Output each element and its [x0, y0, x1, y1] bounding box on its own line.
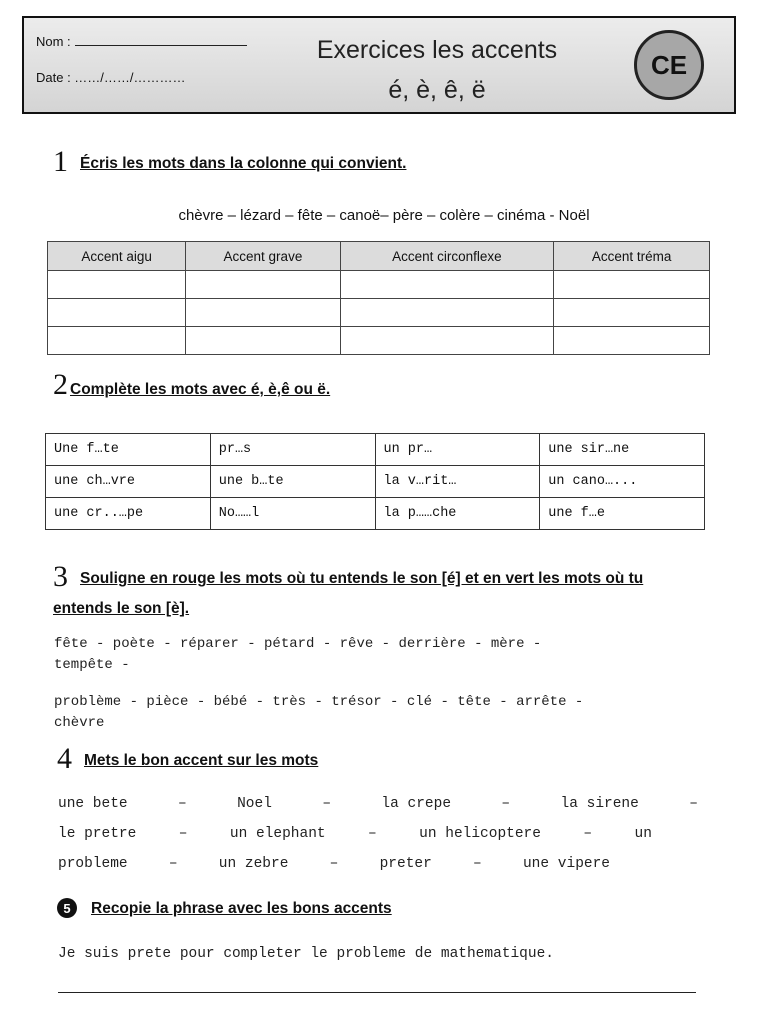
- dash-separator: –: [473, 856, 482, 872]
- word-item[interactable]: un zebre: [218, 856, 289, 872]
- word-cell[interactable]: la v…rit…: [375, 466, 540, 498]
- answer-line[interactable]: [58, 992, 696, 993]
- exercise-1-number: 1: [53, 145, 68, 178]
- column-header: Accent aigu: [48, 242, 186, 271]
- word-cell[interactable]: une b…te: [210, 466, 375, 498]
- dash-separator: –: [368, 826, 377, 842]
- exercise-3-instruction-line2: entends le son [è].: [53, 600, 190, 617]
- exercise-3-instruction-line1: Souligne en rouge les mots où tu entends le son [é] et en vert les mots où tu: [80, 570, 644, 587]
- word-bank: chèvre – lézard – fête – canoë– père – colère – cinéma - Noël: [178, 207, 590, 224]
- answer-cell[interactable]: [48, 299, 186, 327]
- table-row: [46, 498, 705, 530]
- fill-accent-table: [45, 433, 705, 530]
- table-row: [46, 466, 705, 498]
- answer-cell[interactable]: [554, 327, 710, 355]
- table-row: [48, 327, 710, 355]
- accent-sort-table: [47, 241, 710, 355]
- word-item[interactable]: un elephant: [229, 826, 326, 842]
- word-item[interactable]: un: [634, 826, 652, 842]
- table-row: [46, 434, 705, 466]
- table-header-row: [48, 242, 710, 271]
- sentence-to-copy: Je suis prete pour completer le probleme de mathematique.: [58, 946, 554, 962]
- page-title: Exercices les accents: [316, 36, 558, 64]
- name-field: [36, 34, 247, 49]
- word-cell[interactable]: la p……che: [375, 498, 540, 530]
- word-row: [58, 856, 610, 872]
- answer-cell[interactable]: [340, 327, 554, 355]
- answer-cell[interactable]: [186, 271, 340, 299]
- exercise-2-instruction: Complète les mots avec é, è,ê ou ë.: [70, 381, 331, 398]
- word-item[interactable]: une bete: [58, 796, 128, 812]
- word-cell[interactable]: une ch…vre: [46, 466, 211, 498]
- level-badge: CE: [634, 30, 704, 100]
- word-cell[interactable]: un cano…...: [540, 466, 705, 498]
- word-item[interactable]: le pretre: [58, 826, 137, 842]
- name-line[interactable]: [75, 45, 247, 46]
- exercise-5-instruction: Recopie la phrase avec les bons accents: [91, 900, 392, 917]
- word-cell[interactable]: un pr…: [375, 434, 540, 466]
- answer-cell[interactable]: [48, 271, 186, 299]
- answer-cell[interactable]: [554, 299, 710, 327]
- word-cell[interactable]: une cr..…pe: [46, 498, 211, 530]
- word-list-line[interactable]: problème - pièce - bébé - très - trésor - clé - tête - arrête -: [54, 694, 584, 710]
- word-row: [58, 826, 652, 842]
- dash-separator: –: [168, 856, 178, 872]
- word-item[interactable]: un helicoptere: [419, 826, 541, 842]
- worksheet-header: [22, 16, 736, 114]
- word-item[interactable]: la sirene: [560, 796, 639, 812]
- exercise-4-instruction: Mets le bon accent sur les mots: [84, 752, 319, 769]
- word-cell[interactable]: pr…s: [210, 434, 375, 466]
- dash-separator: –: [322, 796, 332, 812]
- column-header: Accent grave: [186, 242, 340, 271]
- word-list-line[interactable]: tempête -: [54, 657, 130, 673]
- table-row: [48, 299, 710, 327]
- word-item[interactable]: probleme: [58, 856, 128, 872]
- column-header: Accent circonflexe: [340, 242, 554, 271]
- word-item[interactable]: une vipere: [522, 856, 610, 872]
- exercise-1-instruction: Écris les mots dans la colonne qui convient.: [80, 155, 407, 172]
- dash-separator: –: [501, 796, 511, 812]
- answer-cell[interactable]: [48, 327, 186, 355]
- answer-cell[interactable]: [186, 327, 340, 355]
- column-header: Accent tréma: [554, 242, 710, 271]
- dash-separator: –: [329, 856, 339, 872]
- answer-cell[interactable]: [340, 299, 554, 327]
- word-list-line[interactable]: chèvre: [54, 715, 105, 731]
- word-row: [58, 796, 698, 812]
- dash-separator: –: [178, 796, 187, 812]
- exercise-2-number: 2: [53, 368, 68, 401]
- word-cell[interactable]: No……l: [210, 498, 375, 530]
- name-label: Nom :: [36, 34, 71, 49]
- answer-cell[interactable]: [186, 299, 340, 327]
- dash-separator: –: [583, 826, 593, 842]
- word-cell[interactable]: une sir…ne: [540, 434, 705, 466]
- dash-separator: –: [178, 826, 188, 842]
- word-item[interactable]: Noel: [237, 796, 272, 812]
- word-list-line[interactable]: fête - poète - réparer - pétard - rêve - derrière - mère -: [54, 636, 542, 652]
- date-label: Date : ……/……/…………: [36, 70, 186, 85]
- word-cell[interactable]: une f…e: [540, 498, 705, 530]
- answer-cell[interactable]: [340, 271, 554, 299]
- exercise-4-number: 4: [57, 742, 72, 775]
- dash-separator: –: [689, 796, 698, 812]
- table-row: [48, 271, 710, 299]
- exercise-5-number: 5: [57, 898, 77, 918]
- word-item[interactable]: preter: [379, 856, 432, 872]
- answer-cell[interactable]: [554, 271, 710, 299]
- word-item[interactable]: la crepe: [381, 796, 452, 812]
- exercise-3-number: 3: [53, 560, 68, 593]
- page-subtitle: é, è, ê, ë: [388, 76, 486, 104]
- word-cell[interactable]: Une f…te: [46, 434, 211, 466]
